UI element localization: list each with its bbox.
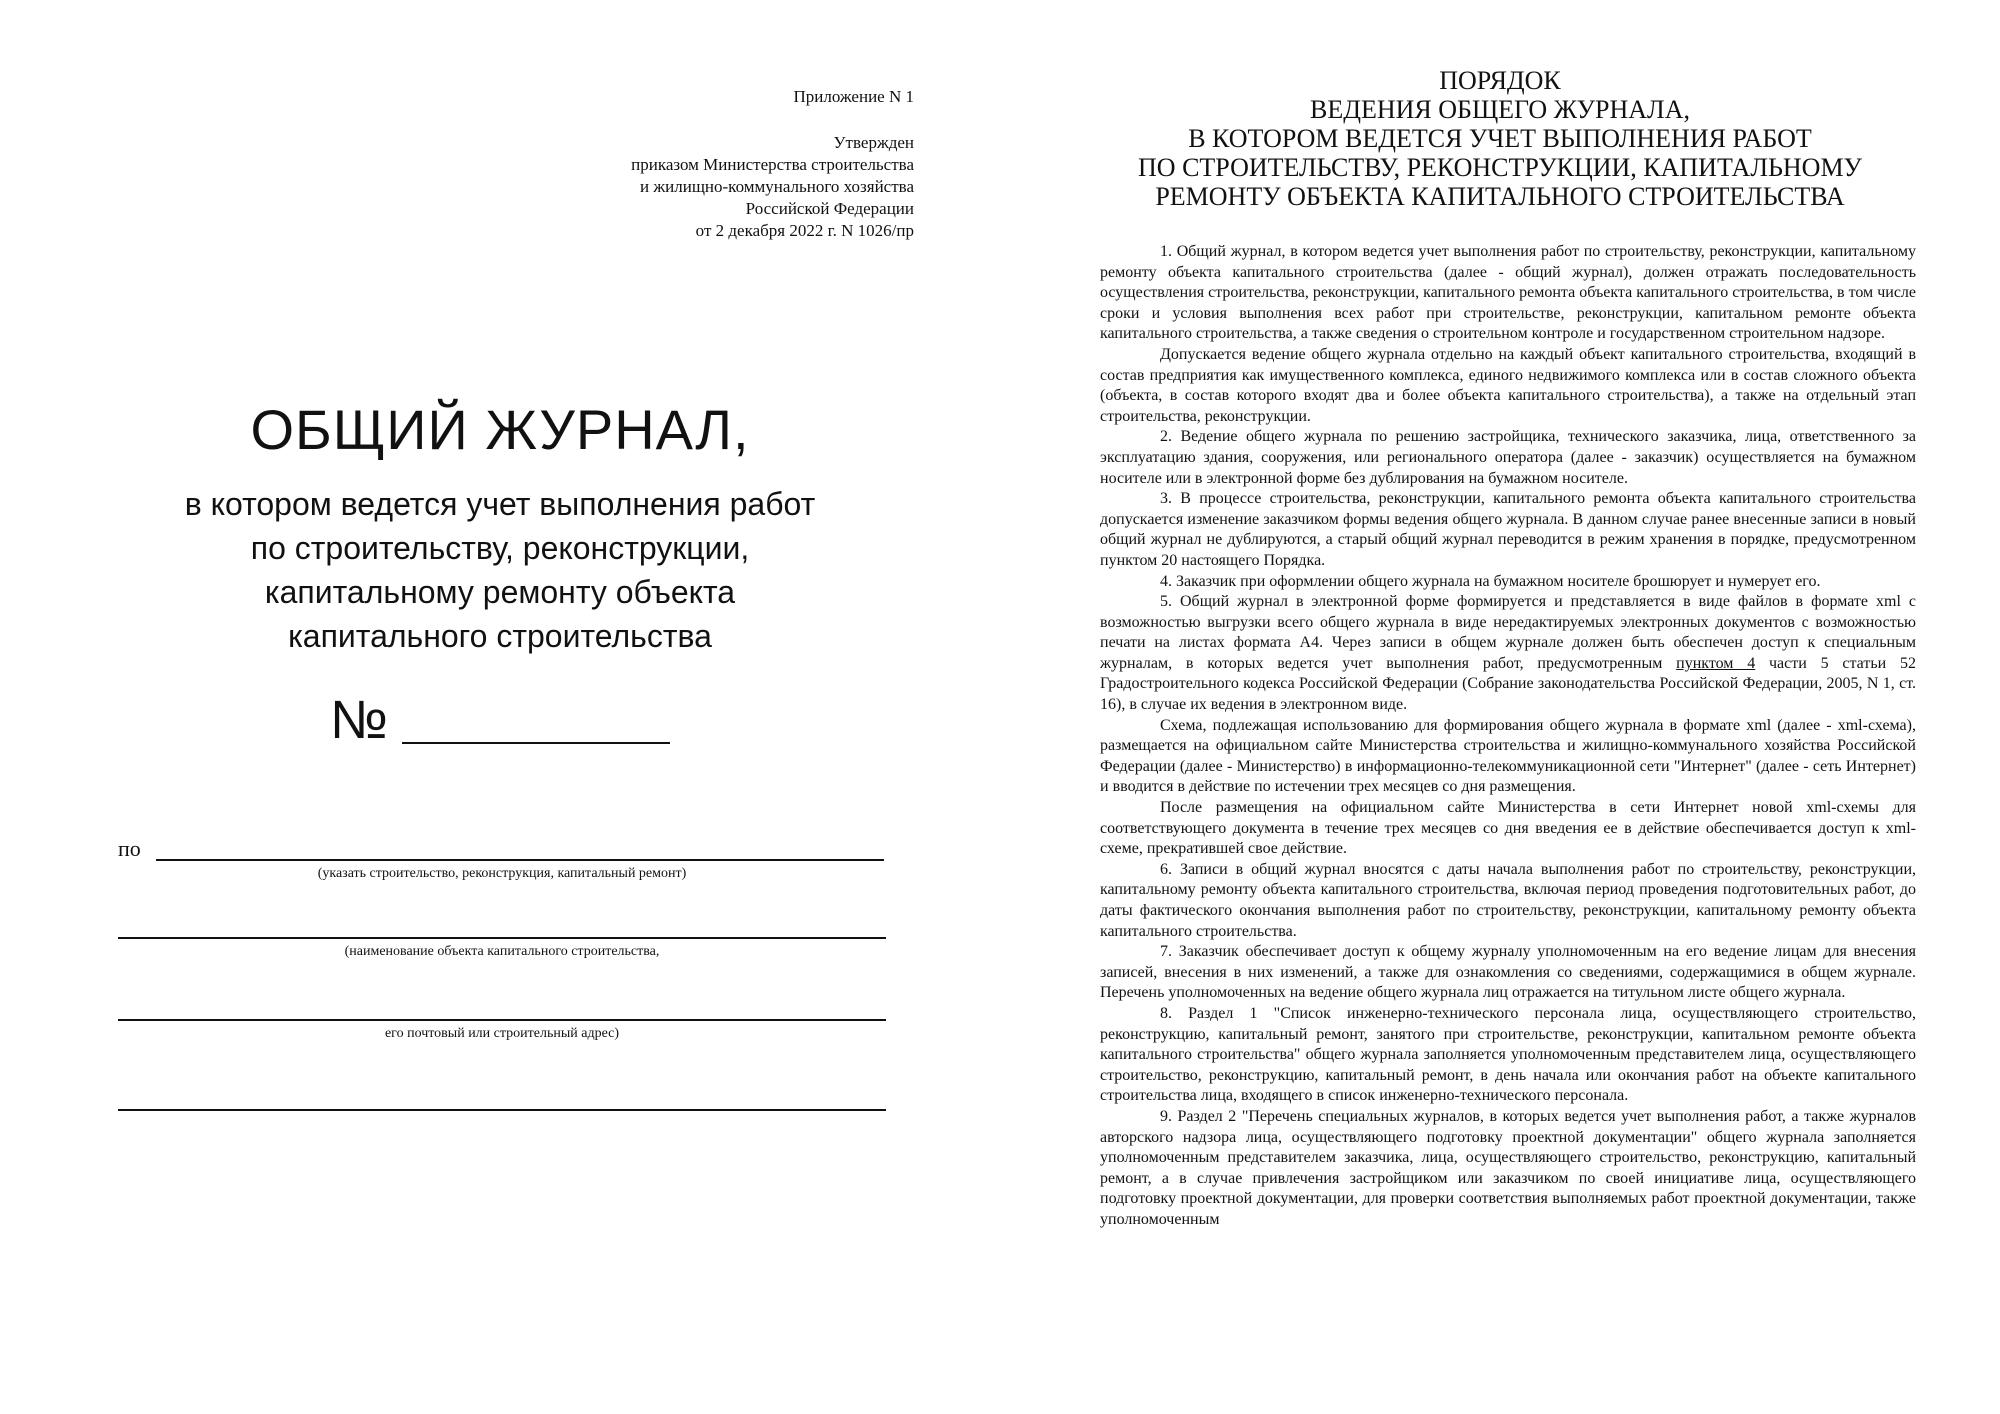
paragraph-5-text: части 5 статьи 52 Градостроительного кодекса Российской Федерации (Собрание законодательства Российской Федерации, 2005, N 1, ст. 16), в случае их ведения в электронном виде. — [1100, 654, 1917, 714]
subtitle-line: по строительству, реконструкции, — [250, 530, 750, 566]
approval-line: Утвержден — [833, 133, 914, 152]
object-address-field — [118, 1006, 886, 1066]
heading-line: ПО СТРОИТЕЛЬСТВУ, РЕКОНСТРУКЦИИ, КАПИТАЛЬНОМУ — [1138, 153, 1862, 182]
heading-line: ПОРЯДОК — [1439, 66, 1561, 95]
approval-line: Российской Федерации — [745, 199, 914, 218]
heading-line: В КОТОРОМ ВЕДЕТСЯ УЧЕТ ВЫПОЛНЕНИЯ РАБОТ — [1188, 124, 1812, 153]
paragraph-1-note: Допускается ведение общего журнала отдельно на каждый объект капитального строительства, входящий в состав предприятия как имущественного комплекса, единого недвижимого комплекса или в состав сложного объекта (объекта, в состав которого входят два и более объекта капитального строительства), а также на отдельный этап строительства, реконструкции. — [1100, 345, 1916, 425]
object-address-caption: его почтовый или строительный адрес) — [384, 1026, 620, 1041]
paragraph-5-text: 5. Общий журнал в электронной форме формируется и представляется в виде файлов в формате xml с возможностью выгрузки всего общего журнала в виде нередактируемых электронных документов с возможностью печати на листах формата А4. Через записи в общем журнале должен быть обеспечен доступ к специальным журналам, в которых ведется учет выполнения работ, предусмотренным — [1100, 593, 1916, 672]
approval-line: от 2 декабря 2022 г. N 1026/пр — [695, 221, 914, 240]
subtitle-line: капитального строительства — [288, 618, 712, 654]
paragraph-5-schema: Схема, подлежащая использованию для формирования общего журнала в формате xml (далее - xml-схема), размещается на официальном сайте Министерства строительства и жилищно-коммунального хозяйства Российской Федерации (далее - Министерство) в информационно-телекоммуникационной сети "Интернет" (далее - сеть Интернет) и вводится в действие по истечении трех месяцев со дня размещения. — [1100, 716, 1916, 796]
paragraph-2: 2. Ведение общего журнала по решению застройщика, технического заказчика, лица, ответственного за эксплуатацию здания, сооружения, или регионального оператора (далее - заказчик) осуществляется на бумажном носителе или в электронной форме без дублирования на бумажном носителе. — [1100, 428, 1916, 487]
object-name-line — [118, 937, 886, 939]
works-type-field — [118, 836, 886, 896]
heading-line: ВЕДЕНИЯ ОБЩЕГО ЖУРНАЛА, — [1310, 95, 1690, 124]
paragraph-9: 9. Раздел 2 "Перечень специальных журналов, в которых ведется учет выполнения работ, а также журналов авторского надзора лица, осуществляющего подготовку проектной документации" общего журнала заполняется уполномоченным представителем заказчика, лица, осуществляющего строительство, реконструкцию, капитальный ремонт, а в случае привлечения застройщиком или заказчиком по своей инициативе лица, осуществляющего подготовку проектной документации, для проверки соответствия выполняемых работ проектной документации, также уполномоченным — [1100, 1107, 1916, 1228]
journal-title: ОБЩИЙ ЖУРНАЛ, — [250, 398, 750, 461]
paragraph-1: 1. Общий журнал, в котором ведется учет выполнения работ по строительству, реконструкции, капитальному ремонту объекта капитального строительства (далее - общий журнал), должен отражать последовательность осуществления строительства, реконструкции, капитального ремонта объекта капитального строительства, в том числе сроки и условия выполнения всех работ при строительстве, реконструкции, капитальном ремонте объекта капитального строительства, а также сведения о строительном контроле и государственном строительном надзоре. — [1100, 243, 1916, 343]
extra-field — [118, 1096, 886, 1116]
approval-line: приказом Министерства строительства — [631, 155, 914, 174]
works-type-caption: (указать строительство, реконструкция, капитальный ремонт) — [317, 866, 687, 881]
journal-subtitle — [0, 482, 1000, 658]
field-prefix: по — [118, 836, 141, 861]
order-body — [1100, 242, 1916, 1231]
heading-line: РЕМОНТУ ОБЪЕКТА КАПИТАЛЬНОГО СТРОИТЕЛЬСТВА — [1155, 182, 1845, 211]
approval-block — [470, 132, 914, 242]
order-page — [1000, 0, 2000, 1414]
works-type-line — [156, 859, 884, 861]
paragraph-5 — [1100, 592, 1916, 716]
subtitle-line: в котором ведется учет выполнения работ — [184, 486, 816, 522]
approval-line: и жилищно-коммунального хозяйства — [640, 177, 914, 196]
paragraph-8: 8. Раздел 1 "Список инженерно-технического персонала лица, осуществляющего строительство, реконструкцию, капитальный ремонт, занятого при строительстве, реконструкции, капитальном ремонте объекта капитального строительства" общего журнала заполняется уполномоченным представителем лица, осуществляющего строительство, реконструкцию, капитальный ремонт, в день начала или окончания работ на объекте капитального строительства лица, входящего в список инженерно-технического персонала. — [1100, 1004, 1916, 1105]
paragraph-3: 3. В процессе строительства, реконструкции, капитального ремонта объекта капитального строительства допускается изменение заказчиком формы ведения общего журнала. В данном случае ранее внесенные записи в новый общий журнал не дублируются, а старый общий журнал переводится в режим хранения в порядке, предусмотренном пунктом 20 настоящего Порядка. — [1100, 490, 1916, 569]
order-heading — [1090, 66, 1910, 211]
paragraph-7: 7. Заказчик обеспечивает доступ к общему журналу уполномоченным на его ведение лицам для внесения записей, внесения в них изменений, а также для ознакомления со сведениями, содержащимися в общем журнале. Перечень уполномоченных на ведение общего журнала лиц отражается на титульном листе общего журнала. — [1100, 943, 1916, 1002]
subtitle-line: капитальному ремонту объекта — [264, 574, 736, 610]
object-name-field — [118, 920, 886, 980]
paragraph-6: 6. Записи в общий журнал вносятся с даты начала выполнения работ по строительству, реконструкции, капитальному ремонту объекта капитального строительства, включая период проведения подготовительных работ, до даты фактического окончания выполнения работ по строительству, реконструкции, капитальному ремонту объекта капитального строительства. — [1100, 860, 1916, 940]
number-blank-line — [402, 742, 670, 744]
object-address-line — [118, 1019, 886, 1021]
extra-blank-line — [118, 1109, 886, 1111]
law-reference-link[interactable]: пунктом 4 — [1676, 654, 1756, 672]
number-sign: № — [330, 690, 388, 750]
journal-number-field — [330, 688, 670, 758]
paragraph-4: 4. Заказчик при оформлении общего журнала на бумажном носителе брошюрует и нумерует его. — [1160, 572, 1821, 590]
appendix-label: Приложение N 1 — [793, 87, 914, 106]
object-name-caption: (наименование объекта капитального строительства, — [344, 944, 660, 959]
paragraph-5-access: После размещения на официальном сайте Министерства в сети Интернет новой xml-схемы для соответствующего документа в течение трех месяцев со дня введения ее в действие обеспечивается доступ к xml-схеме, прекратившей свое действие. — [1100, 799, 1916, 858]
